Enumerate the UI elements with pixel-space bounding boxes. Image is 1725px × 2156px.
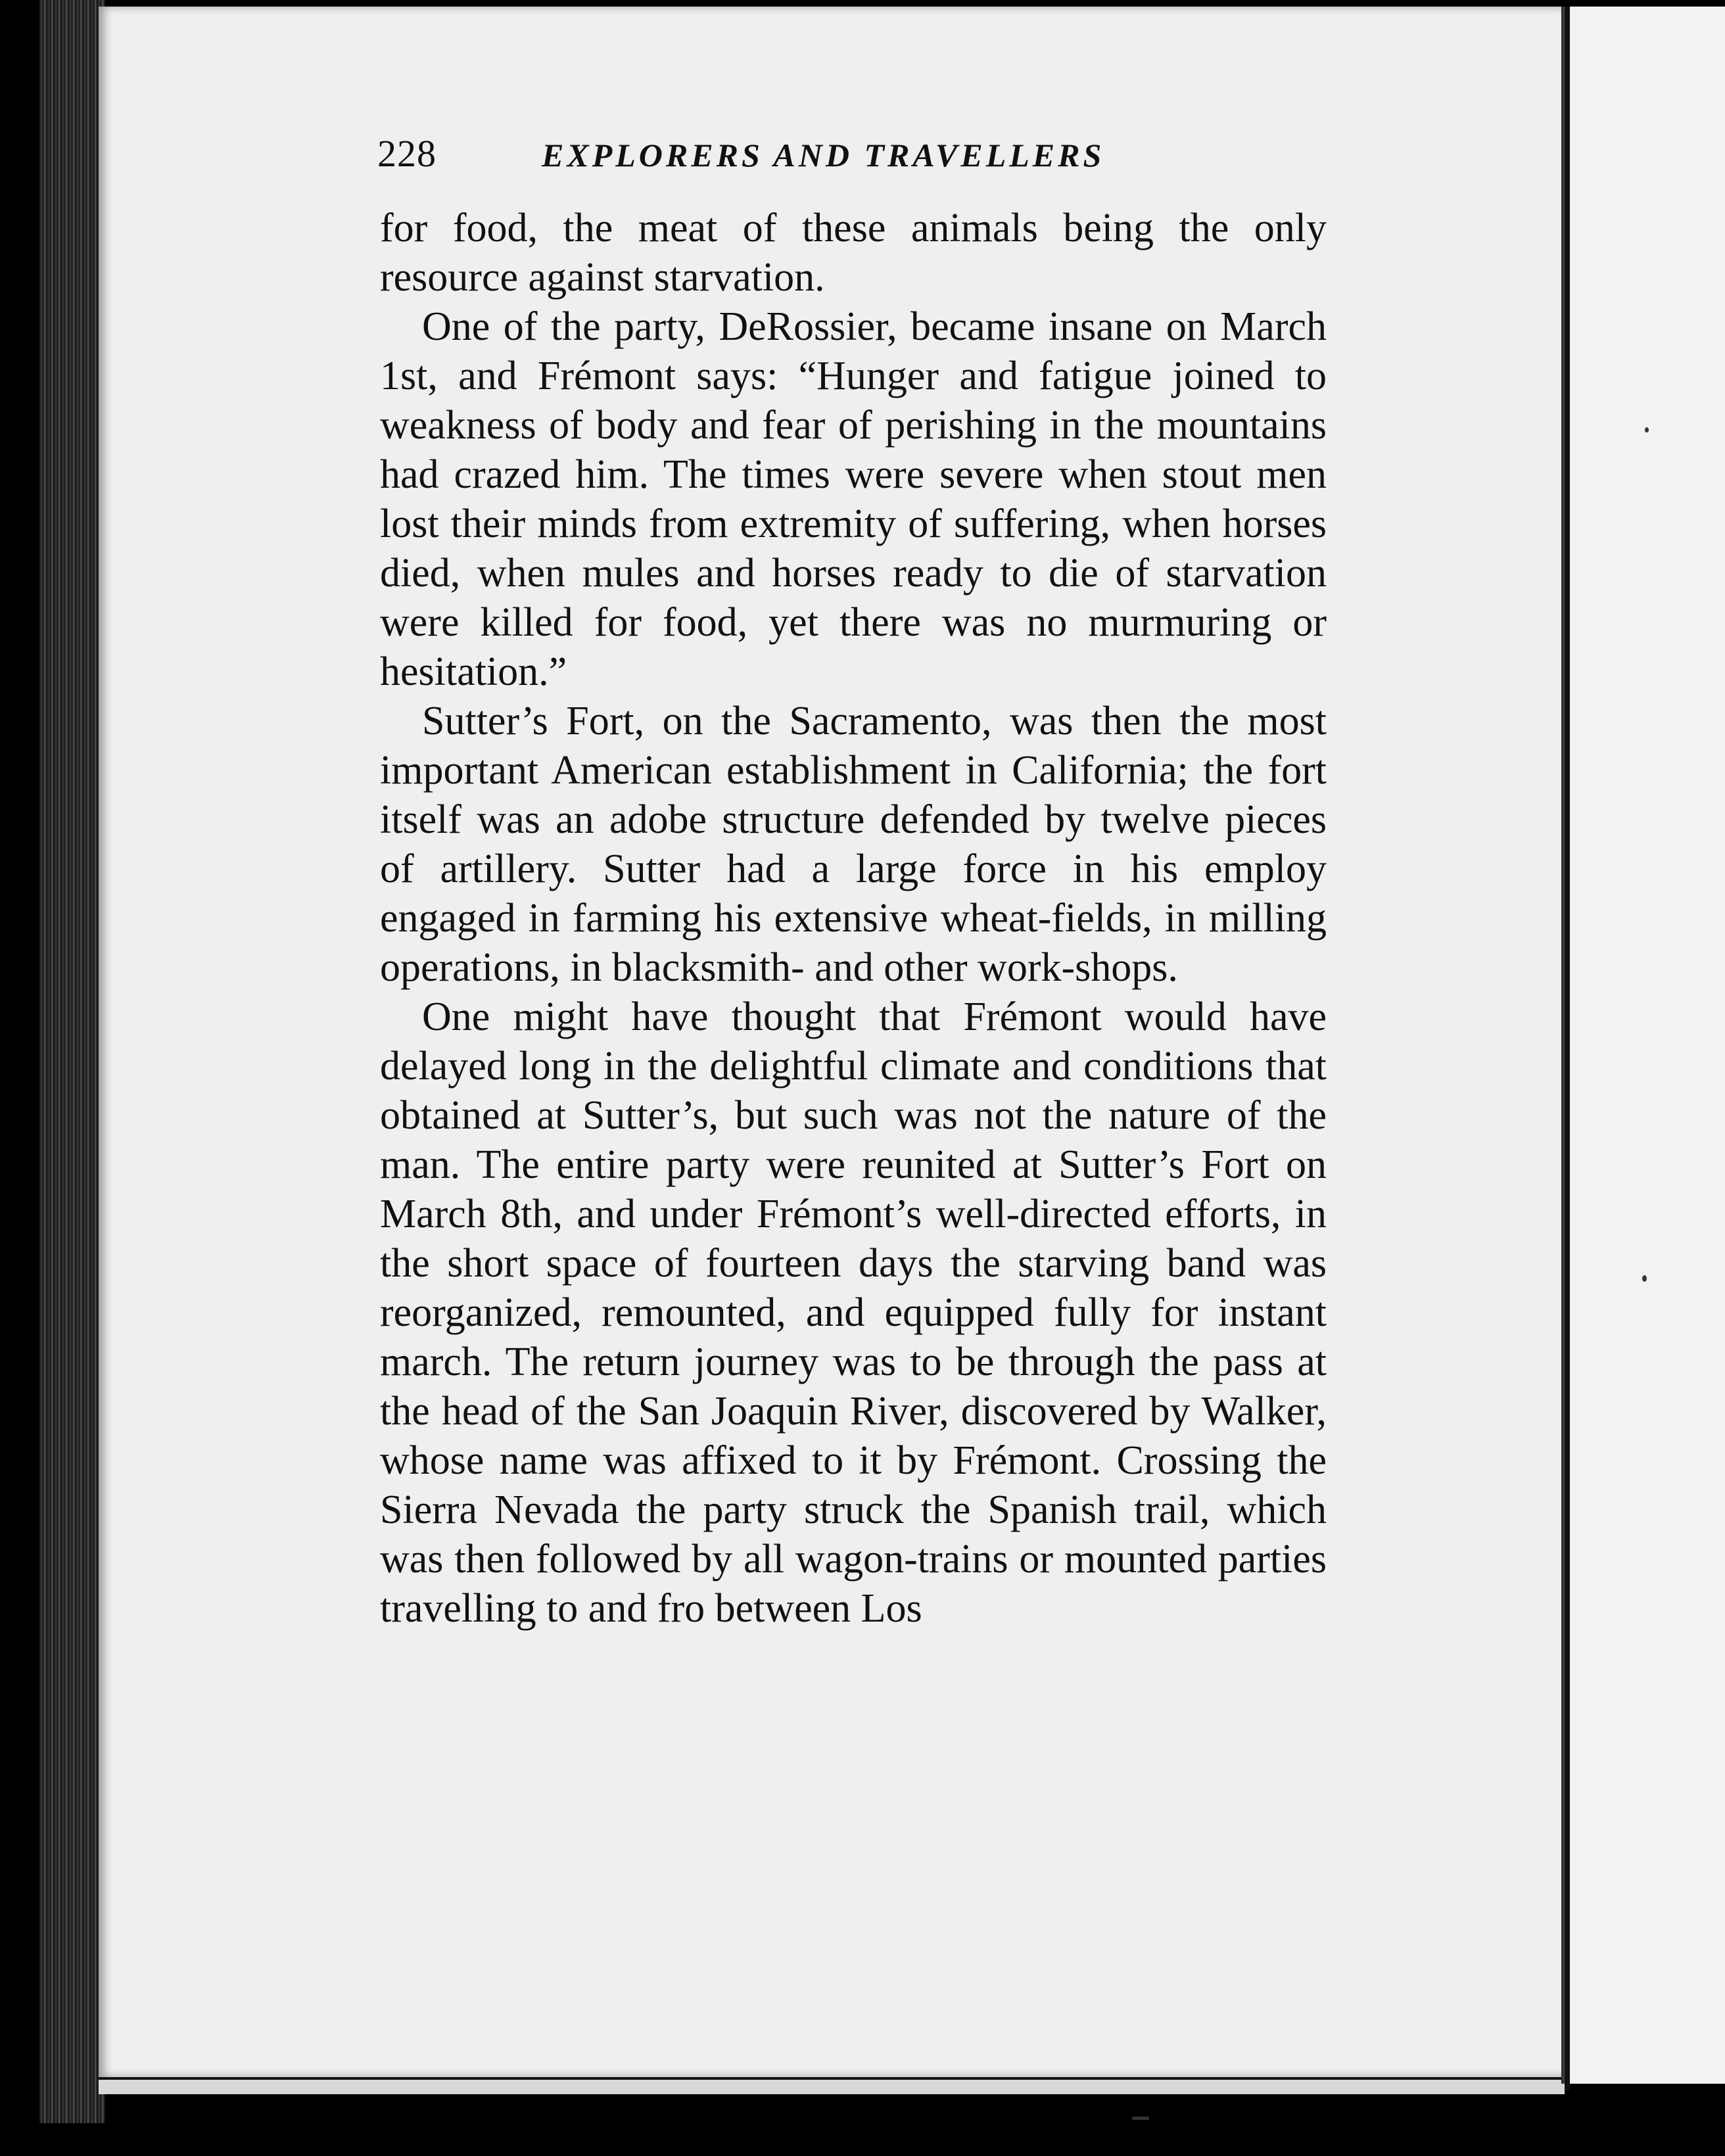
page-bottom-edge	[99, 2077, 1565, 2094]
paragraph: One of the party, DeRossier, became insane on March 1st, and Frémont says: “Hunger and fatigue joined to weakness of body and fear of perishing in the mountains had crazed him. The times were severe when stout men lost their minds from extremity of suffering, when horses died, when mules and horses ready to die of starvation were killed for food, yet there was no murmuring or hesitation.”	[380, 304, 1327, 694]
paragraph: One might have thought that Frémont would have delayed long in the delightful climate and conditions that obtained at Sutter’s, but such was not the nature of the man. The entire party were reunited at Sutter’s Fort on March 8th, and under Frémont’s well-directed efforts, in the short space of fourteen days the starving band was reorganized, remounted, and equipped fully for instant march. The return journey was to be through the pass at the head of the San Joaquin River, discovered by Walker, whose name was affixed to it by Frémont. Crossing the Sierra Nevada the party struck the Spanish trail, which was then followed by all wagon-trains or mounted parties travelling to and fro between Los	[380, 995, 1327, 1631]
paragraph: for food, the meat of these animals being the only resource against starvation.	[380, 206, 1327, 300]
speck	[1645, 427, 1649, 433]
paragraph: Sutter’s Fort, on the Sacramento, was then the most important American establishment in California; the fort itself was an adobe structure defended by twelve pieces of artillery. Sutter had a large force in his employ engaged in farming his extensive wheat-fields, in milling operations, in blacksmith- and other work-shops.	[380, 699, 1327, 990]
page-content	[377, 131, 1327, 1633]
gutter-line	[1565, 7, 1570, 2090]
speck	[1642, 1275, 1647, 1282]
body-text	[380, 204, 1327, 1633]
facing-page-sliver	[1570, 7, 1725, 2084]
speck	[1132, 2117, 1149, 2120]
book-page-edges	[39, 0, 105, 2123]
running-head-title: EXPLORERS AND TRAVELLERS	[542, 137, 1105, 174]
page-number: 228	[377, 132, 437, 175]
running-head	[377, 131, 1327, 204]
